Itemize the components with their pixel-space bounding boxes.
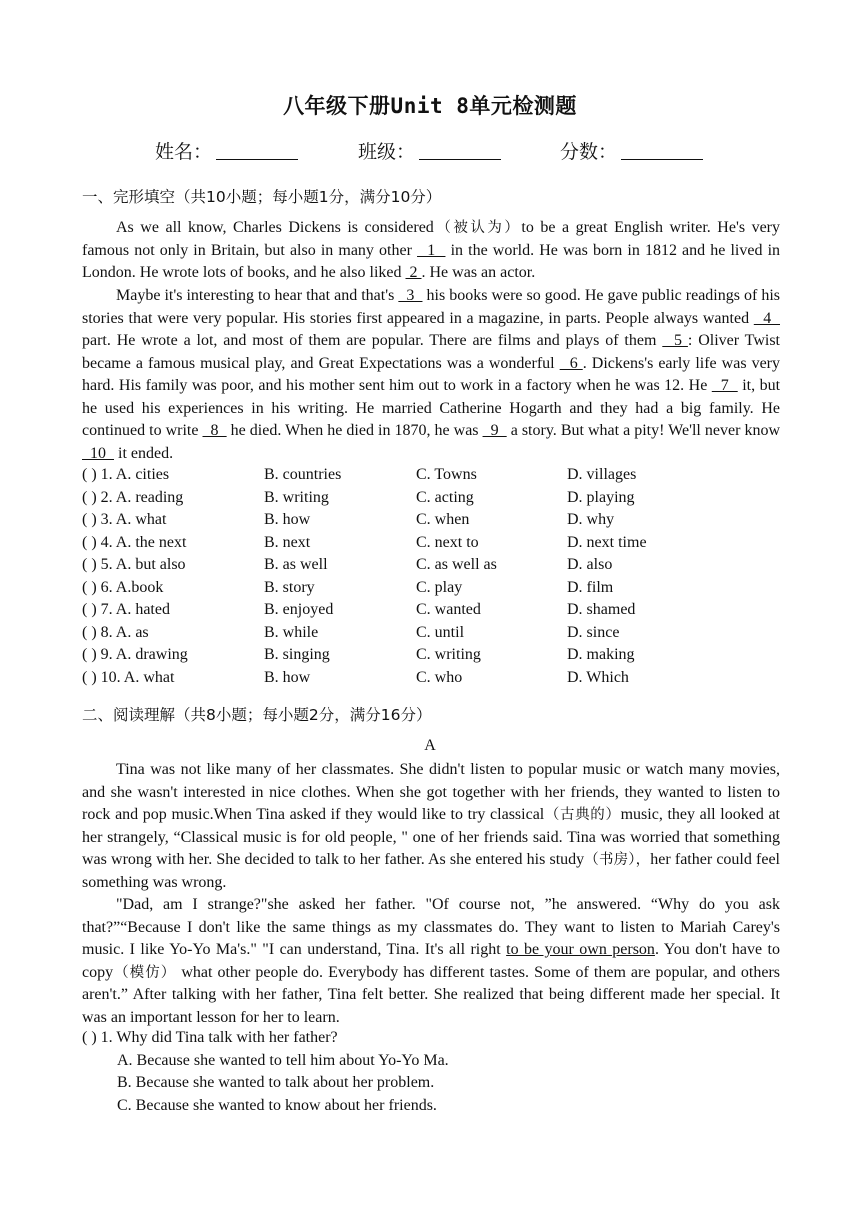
option-b: B. story <box>264 578 315 596</box>
text: . You don't have to copy <box>82 941 780 981</box>
option-b: B. countries <box>264 466 342 483</box>
option-stem: ( ) 10. A. what <box>82 668 175 686</box>
option-stem: ( ) 3. A. what <box>82 511 167 528</box>
score-blank[interactable] <box>621 141 703 160</box>
text: Maybe it's interesting to hear that and that's <box>116 287 399 304</box>
option-stem: ( ) 5. A. but also <box>82 556 186 573</box>
blank-5: 5 <box>662 332 688 349</box>
text: in the world. He was born in 1812 and he lived in London. He wrote lots of books, and he also liked <box>82 241 781 281</box>
text: a story. But what a pity! We'll never know <box>506 422 781 439</box>
blank-3: 3 <box>398 287 423 304</box>
text: to be a great English writer. He's very famous not only in Britain, but also in many other <box>82 219 781 259</box>
option-d: D. since <box>567 623 620 641</box>
text: . Dickens's early life was very hard. His family was poor, and his mother sent him out to work in a factory when he was 12. He <box>82 354 781 394</box>
option-c: C. wanted <box>416 601 481 618</box>
text: it, but he used his experiences in his writing. He married Catherine Hogarth and they had a big family. He continued to write <box>82 377 781 439</box>
option-b: B. as well <box>264 556 328 573</box>
text: her father could feel something was wrong. <box>82 851 781 891</box>
class-label: 班级： <box>358 141 416 163</box>
question-1-stem[interactable]: ( ) 1. Why did Tina talk with her father? <box>82 1029 338 1046</box>
option-row-8[interactable] <box>82 624 782 647</box>
option-c: C. play <box>416 578 463 596</box>
option-b: B. writing <box>264 488 329 506</box>
option-stem: ( ) 4. A. the next <box>82 533 187 551</box>
text: （被认为） <box>433 220 522 236</box>
section2-heading: 二、阅读理解（共8小题；每小题2分，满分16分） <box>82 706 432 724</box>
blank-4: 4 <box>753 309 780 327</box>
option-b: B. singing <box>264 646 330 663</box>
option-c: C. as well as <box>416 556 497 573</box>
question-1-option-c: C. Because she wanted to know about her friends. <box>117 1097 437 1114</box>
cloze-paragraph-2 <box>82 285 780 465</box>
reading-paragraph-2 <box>82 894 780 1029</box>
reading-paragraph-1 <box>82 759 780 894</box>
option-c: C. acting <box>416 488 474 506</box>
option-row-5[interactable] <box>82 556 782 579</box>
text: （书房）， <box>584 852 651 868</box>
option-d: D. shamed <box>567 601 636 618</box>
option-d: D. film <box>567 578 614 596</box>
student-info-row <box>0 137 860 167</box>
text: （古典的） <box>544 807 621 823</box>
text: part. He wrote a lot, and most of them are popular. There are films and plays of them <box>82 332 663 349</box>
section1-heading: 一、完形填空（共10小题；每小题1分，满分10分） <box>82 188 442 206</box>
option-c: C. next to <box>416 533 479 551</box>
option-stem: ( ) 6. A.book <box>82 578 164 596</box>
option-b: B. how <box>264 511 311 528</box>
cloze-options <box>82 466 782 691</box>
text: his books were so good. He gave public readings of his stories that were very popular. His stories first appeared in a magazine, in parts. People always wanted <box>82 287 781 327</box>
option-stem: ( ) 1. A. cities <box>82 466 170 483</box>
underlined-phrase: to be your own person <box>506 941 655 958</box>
option-row-6[interactable] <box>82 579 782 602</box>
option-row-4[interactable] <box>82 534 782 557</box>
score-label: 分数： <box>560 141 618 163</box>
text: he died. When he died in 1870, he was <box>226 422 483 439</box>
blank-1: 1 <box>417 241 446 259</box>
option-c: C. until <box>416 623 465 641</box>
question-1-option-a: A. Because she wanted to tell him about Yo-Yo Ma. <box>117 1052 449 1069</box>
option-c: C. who <box>416 668 463 686</box>
name-label: 姓名： <box>155 141 213 163</box>
option-stem: ( ) 8. A. as <box>82 623 149 641</box>
option-d: D. next time <box>567 533 647 551</box>
option-c: C. writing <box>416 646 481 663</box>
text: As we all know, Charles Dickens is considered <box>116 219 434 236</box>
text: it ended. <box>114 444 174 462</box>
option-b: B. enjoyed <box>264 601 334 618</box>
option-d: D. why <box>567 511 615 528</box>
option-row-1[interactable] <box>82 466 782 489</box>
blank-9: 9 <box>482 422 507 439</box>
option-row-7[interactable] <box>82 601 782 624</box>
text: what other people do. Everybody has different tastes. Some of them are popular, and others aren't.” After talking with her father, Tina felt better. She realized that being different made her special. It was an important lesson for her to learn. <box>82 963 780 1026</box>
class-field[interactable] <box>358 137 501 164</box>
question-1-option-b: B. Because she wanted to talk about her problem. <box>117 1074 435 1091</box>
option-d: D. playing <box>567 488 635 506</box>
blank-2: 2 <box>405 264 422 281</box>
option-d: D. also <box>567 556 613 573</box>
passage-letter: A <box>424 737 436 754</box>
name-blank[interactable] <box>216 141 298 160</box>
option-d: D. making <box>567 646 635 663</box>
option-stem: ( ) 2. A. reading <box>82 488 184 506</box>
blank-7: 7 <box>711 377 738 394</box>
class-blank[interactable] <box>419 141 501 160</box>
option-b: B. next <box>264 533 311 551</box>
option-row-2[interactable] <box>82 489 782 512</box>
page-title: 八年级下册Unit 8单元检测题 <box>283 94 577 118</box>
text: "Dad, am I strange?"she asked her father. "Of course not, ”he answered. “Why do you ask that?”“Because I don't like the same things as my classmates do. They want to listen to Mariah Carey's music. I like Yo-Yo Ma's." "I can understand, Tina. It's all right <box>82 896 780 958</box>
blank-6: 6 <box>559 354 583 372</box>
option-row-9[interactable] <box>82 646 782 669</box>
option-b: B. how <box>264 668 311 686</box>
blank-8: 8 <box>202 422 227 439</box>
option-row-10[interactable] <box>82 669 782 692</box>
blank-10: 10 <box>82 444 114 462</box>
text: （模仿） <box>113 964 177 981</box>
option-stem: ( ) 7. A. hated <box>82 601 170 618</box>
text: : Oliver Twist became a famous musical play, and Great Expectations was a wonderful <box>82 332 781 372</box>
score-field[interactable] <box>560 137 703 164</box>
name-field[interactable] <box>155 137 298 164</box>
cloze-paragraph-1 <box>82 217 780 285</box>
option-c: C. Towns <box>416 466 477 483</box>
text: Tina was not like many of her classmates. She didn't listen to popular music or watch many movies, and she wasn't interested in nice clothes. When she got together with her friends, they wanted to listen to rock and pop music.When Tina asked if they would like to try classical <box>82 761 780 823</box>
text: . He was an actor. <box>421 264 536 281</box>
option-d: D. Which <box>567 668 629 686</box>
option-stem: ( ) 9. A. drawing <box>82 646 188 663</box>
option-b: B. while <box>264 623 319 641</box>
option-d: D. villages <box>567 466 637 483</box>
option-c: C. when <box>416 511 470 528</box>
option-row-3[interactable] <box>82 511 782 534</box>
text: music, they all looked at her strangely, “Classical music is for old people, " one of her friends said. Tina was worried that something was wrong with her. She decided to talk to her father. As she entered his study <box>82 806 781 868</box>
